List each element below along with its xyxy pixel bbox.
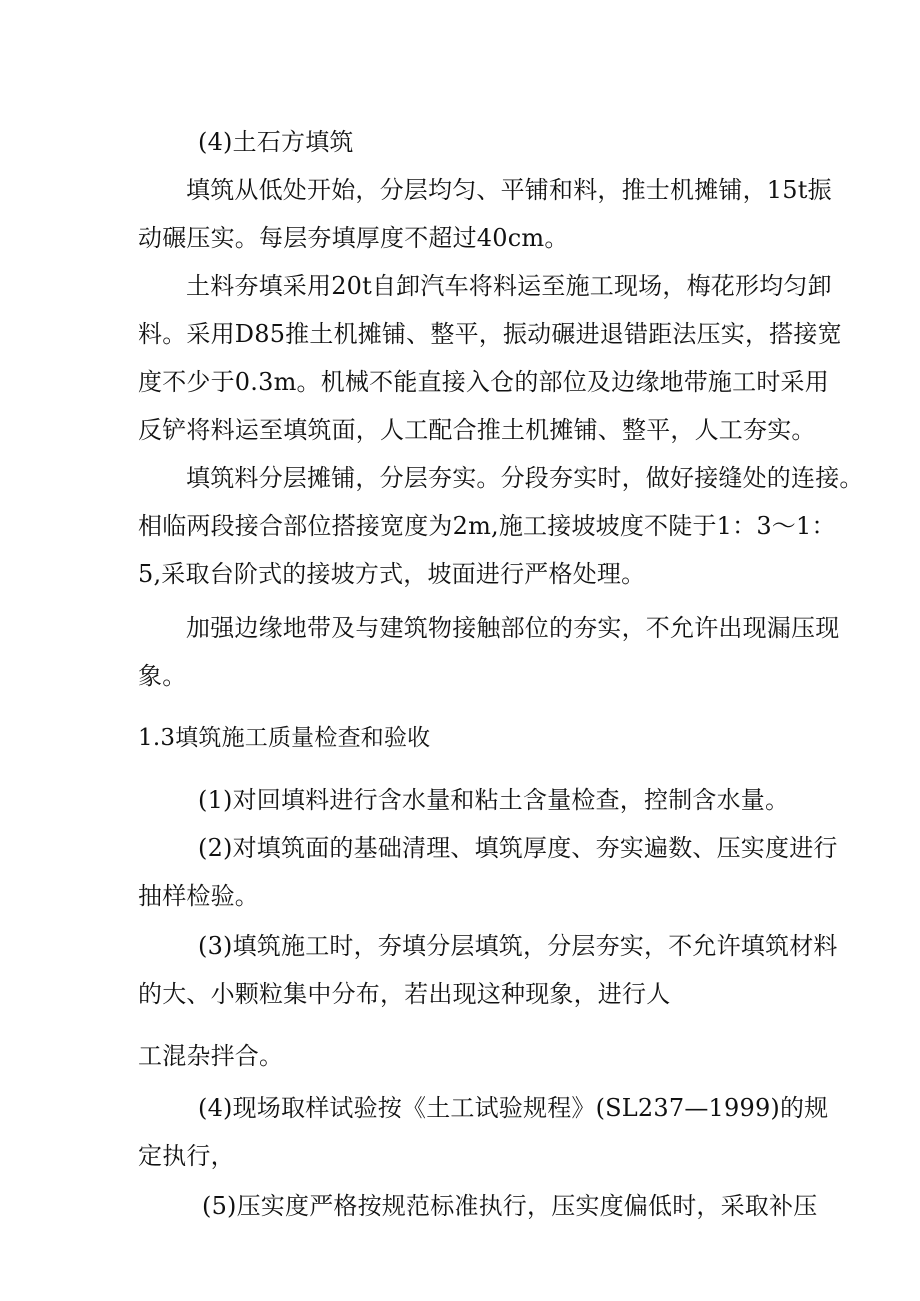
paragraph-line: 填筑从低处开始，分层均匀、平铺和料，推士机摊铺，15t振 (186, 176, 832, 204)
list-item: (3)填筑施工时，夯填分层填筑，分层夯实，不允许填筑材料 (198, 932, 838, 960)
paragraph-line: 象。 (138, 662, 187, 690)
paragraph-line: 料。采用D85推土机摊铺、整平，振动碾进退错距法压实，搭接宽 (138, 320, 842, 348)
subsection-title: (4)土石方填筑 (198, 128, 354, 156)
list-item: (1)对回填料进行含水量和粘土含量检查，控制含水量。 (198, 786, 790, 814)
list-item-continuation: 抽样检验。 (138, 882, 259, 910)
paragraph-line: 度不少于0.3m。机械不能直接入仓的部位及边缘地带施工时采用 (138, 368, 829, 396)
list-item: (5)压实度严格按规范标准执行，压实度偏低时，采取补压 (202, 1192, 818, 1220)
paragraph-line: 土料夯填采用20t自卸汽车将料运至施工现场，梅花形均匀卸 (186, 272, 832, 300)
list-item-continuation: 定执行， (138, 1142, 235, 1170)
list-item-continuation: 工混杂拌合。 (138, 1042, 284, 1070)
paragraph-line: 反铲将料运至填筑面，人工配合推土机摊铺、整平，人工夯实。 (138, 416, 816, 444)
list-item-continuation: 的大、小颗粒集中分布，若出现这种现象，进行人 (138, 980, 671, 1008)
paragraph-line: 5,采取台阶式的接坡方式，坡面进行严格处理。 (138, 560, 646, 588)
list-item: (2)对填筑面的基础清理、填筑厚度、夯实遍数、压实度进行 (198, 834, 838, 862)
section-heading: 1.3填筑施工质量检查和验收 (138, 725, 431, 751)
paragraph-line: 填筑料分层摊铺，分层夯实。分段夯实时，做好接缝处的连接。 (186, 464, 864, 492)
list-item: (4)现场取样试验按《土工试验规程》(SL237—1999)的规 (198, 1094, 829, 1122)
paragraph-line: 动碾压实。每层夯填厚度不超过40cm。 (138, 224, 569, 252)
paragraph-line: 相临两段接合部位搭接宽度为2m,施工接坡坡度不陡于1：3～1： (138, 512, 836, 540)
paragraph-line: 加强边缘地带及与建筑物接触部位的夯实，不允许出现漏压现 (186, 614, 840, 642)
